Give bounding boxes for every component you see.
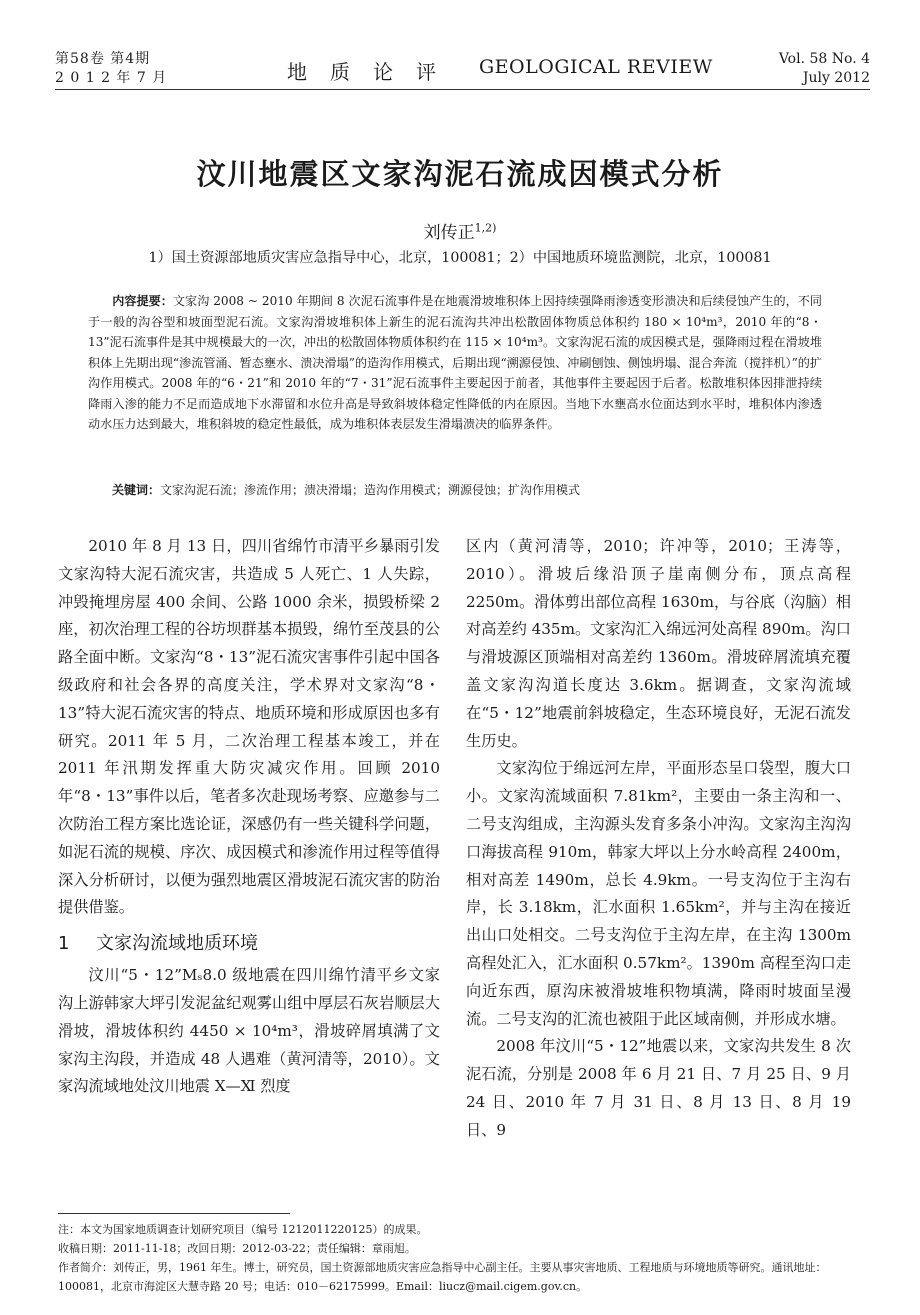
journal-name-zh: 地质论评	[287, 60, 459, 84]
volume-issue-en	[779, 50, 870, 88]
affiliation: 1）国土资源部地质灾害应急指导中心，北京，100081；2）中国地质环境监测院，北京，100081	[148, 250, 772, 266]
volume-issue-zh	[55, 50, 167, 88]
section-heading-1	[58, 930, 440, 958]
footnotes	[58, 1220, 851, 1296]
intro-paragraph: 2010 年 8 月 13 日，四川省绵竹市清平乡暴雨引发文家沟特大泥石流灾害，共造成 5 人死亡、1 人失踪，冲毁掩埋房屋 400 余间、公路 1000 余米，损毁桥梁 2 座，初次治理工程的谷坊坝群基本损毁，绵竹至茂县的公路全面中断。文家沟“8・13”泥石流灾害事件引起中国各级政府和社会各界的高度关注，学术界对文家沟“8・13”特大泥石流灾害的特点、地质环境和形成原因也多有研究。2011 年 5 月，二次治理工程基本竣工，并在 2011 年汛期发挥重大防灾减灾作用。回顾 2010 年“8・13”事件以后，笔者多次赴现场考察、应邀参与二次防治工程方案比选论证，深感仍有一些关键科学问题，如泥石流的规模、序次、成因模式和渗流作用过程等值得深入分析研讨，以便为强烈地震区滑坡泥石流灾害的防治提供借鉴。	[58, 537, 440, 917]
keywords	[112, 481, 822, 498]
body-column-right	[466, 533, 851, 1145]
section1-paragraph-1-continued: 区内（黄河清等，2010；许冲等，2010；王涛等，2010）。滑坡后缘沿顶子崖南侧分布，顶点高程 2250m。滑体剪出部位高程 1630m，与谷底（沟脑）相对高差约 435m。文家沟汇入绵远河处高程 890m。沟口与滑坡源区顶端相对高差约 1360m。滑坡碎屑流填充覆盖文家沟沟道长度达 3.6km。据调查，文家沟流域在“5・12”地震前斜坡稳定，生态环境良好，无泥石流发生历史。	[466, 537, 851, 750]
author-line	[0, 218, 920, 243]
abstract-label: 内容提要：	[112, 294, 173, 308]
journal-name-en: GEOLOGICAL REVIEW	[479, 56, 713, 78]
author-affil-mark: 1,2)	[474, 221, 497, 235]
header-rule	[55, 89, 870, 90]
author-name: 刘传正	[423, 223, 475, 243]
section1-paragraph-1: 汶川“5・12”Mₛ8.0 级地震在四川绵竹清平乡文家沟上游韩家大坪引发泥盆纪观雾山组中厚层石灰岩顺层大滑坡，滑坡体积约 4450 × 10⁴m³，滑坡碎屑填满了文家沟主沟段，并造成 48 人遇难（黄河清等，2010）。文家沟流域地处汶川地震 Ⅹ—Ⅺ 烈度	[58, 966, 440, 1096]
paper-title: 汶川地震区文家沟泥石流成因模式分析	[196, 157, 724, 191]
footnote-rule	[58, 1213, 290, 1214]
date-en-text: July 2012	[802, 70, 870, 86]
section1-paragraph-2: 文家沟位于绵远河左岸，平面形态呈口袋型，腹大口小。文家沟流域面积 7.81km²，主要由一条主沟和一、二号支沟组成，主沟源头发育多条小冲沟。文家沟主沟沟口海拔高程 910m，韩家大坪以上分水岭高程 2400m，相对高差 1490m，总长 4.9km。一号支沟位于主沟右岸，长 3.18km，汇水面积 1.65km²，并与主沟在接近出山口处相交。二号支沟位于主沟左岸，在主沟 1300m 高程处汇入，汇水面积 0.57km²。1390m 高程至沟口走向近东西，原沟床被滑坡堆积物填满，降雨时坡面呈漫流。二号支沟的汇流也被阻于此区域南侧，并形成水塘。	[466, 759, 851, 1028]
date-zh-text: 2 0 1 2 年 7 月	[55, 70, 168, 86]
section-number: 1	[58, 933, 70, 955]
section-title: 文家沟流域地质环境	[96, 933, 258, 955]
keywords-text: 文家沟泥石流；渗流作用；溃决滑塌；造沟作用模式；溯源侵蚀；扩沟作用模式	[160, 483, 581, 497]
vol-issue-en-text: Vol. 58 No. 4	[778, 51, 870, 67]
vol-issue-zh-text: 第58卷 第4期	[55, 51, 151, 67]
abstract	[88, 291, 822, 435]
abstract-text: 文家沟 2008 ~ 2010 年期间 8 次泥石流事件是在地震滑坡堆积体上因持续强降雨渗透变形溃决和后续侵蚀产生的，不同于一般的沟谷型和坡面型泥石流。文家沟滑坡堆积体上新生的泥石流沟共冲出松散固体物质总体积约 180 × 10⁴m³，2010 年的“8・13”泥石流事件是其中规模最大的一次，冲出的松散固体物质体积约在 115 × 10⁴m³。文家沟泥石流的成因模式是，强降雨过程在滑坡堆积体上先期出现“渗流管涌、暂态壅水、溃决滑塌”的造沟作用模式，后期出现“溯源侵蚀、冲刷刨蚀、侧蚀坍塌、混合奔流（搅拌机）”的扩沟作用模式。2008 年的“6・21”和 2010 年的“7・31”泥石流事件主要起因于前者，其他事件主要起因于后者。松散堆积体因排泄持续降雨入渗的能力不足而造成地下水滞留和水位升高是导致斜坡体稳定性降低的内在原因。当地下水壅高水位面达到水平时，堆积体内渗透动水压力达到最大，堆积斜坡的稳定性最低，成为堆积体表层发生滑塌溃决的临界条件。	[88, 294, 822, 431]
footnote-funding: 注：本文为国家地质调查计划研究项目（编号 1212011220125）的成果。	[58, 1223, 428, 1236]
footnote-dates: 收稿日期：2011-11-18；改回日期：2012-03-22；责任编辑：章雨旭。	[58, 1242, 416, 1255]
body-column-left	[58, 533, 440, 1101]
keywords-label: 关键词：	[112, 483, 161, 497]
running-header	[55, 44, 870, 90]
footnote-author-bio: 作者简介：刘传正，男，1961 年生。博士，研究员，国土资源部地质灾害应急指导中心副主任。主要从事灾害地质、工程地质与环境地质等研究。通讯地址：100081，北京市海淀区大慧寺路 20 号；电话：010－62175999。Email：liucz@mail.cigem.gov.cn。	[58, 1261, 827, 1293]
section1-paragraph-3: 2008 年汶川“5・12”地震以来，文家沟共发生 8 次泥石流，分别是 2008 年 6 月 21 日、7 月 25 日、9 月 24 日、2010 年 7 月 31 日、8 月 13 日、8 月 19 日、9	[466, 1037, 851, 1139]
